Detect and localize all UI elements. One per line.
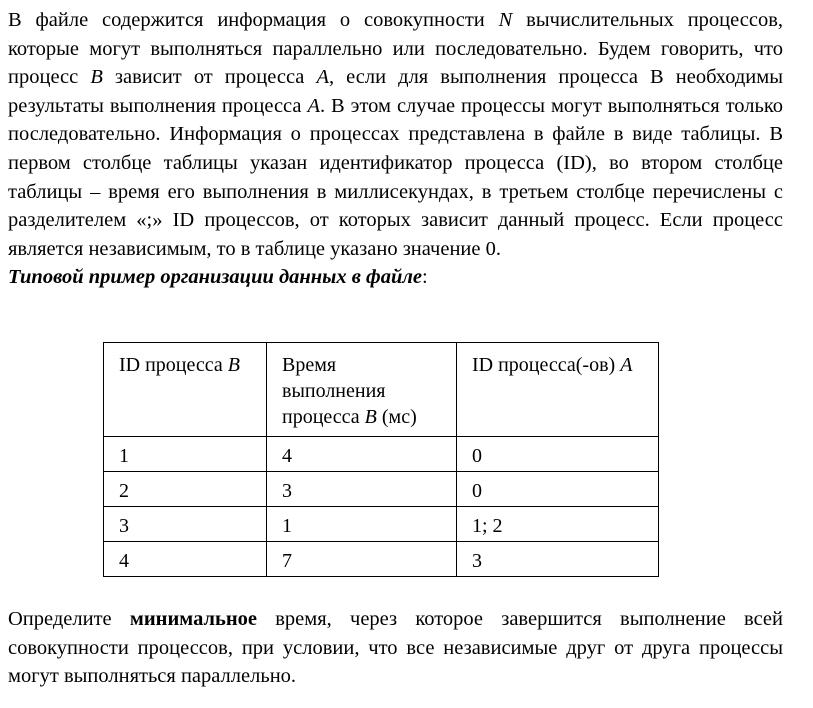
process-table — [103, 342, 659, 577]
cell-deps: 1; 2 — [457, 507, 659, 542]
cell-id: 3 — [104, 507, 267, 542]
cell-time: 3 — [267, 472, 457, 507]
intro-text-5: . В этом случае процессы могут выполняться только последовательно. Информация о процессах представлена в файле в виде таблицы. В первом столбце таблицы указан идентификатор процесса (ID), во втором столбце таблицы – время его выполнения в миллисекундах, в третьем столбце перечислены с разделителем «;» ID процессов, от которых зависит данный процесс. Если процесс является независимым, то в таблице указано значение 0. — [8, 94, 783, 260]
question-text-2: время, через которое завершится выполнение всей совокупности процессов, при условии, что все независимые друг от друга процессы могут выполняться параллельно. — [8, 608, 783, 688]
var-a: A — [316, 66, 329, 89]
question-emphasis: минимальное — [129, 608, 258, 630]
intro-text-1: В файле содержится информация о совокупности — [8, 9, 499, 31]
var-a-2: A — [307, 94, 320, 117]
cell-deps: 0 — [457, 437, 659, 472]
problem-document — [8, 6, 783, 292]
question-block — [8, 605, 783, 691]
caption-text: Типовой пример организации данных в файле — [8, 266, 423, 289]
table-caption — [8, 263, 783, 292]
cell-deps: 3 — [457, 542, 659, 577]
intro-text-2: вычислительных процессов, которые могут выполняться параллельно или последовательно. Будем говорить, что процесс — [8, 9, 783, 89]
table-row — [104, 437, 659, 472]
question-text-1: Определите — [8, 608, 130, 630]
cell-id: 4 — [104, 542, 267, 577]
intro-text-4: , если для выполнения процесса B необходимы результаты выполнения процесса — [8, 66, 784, 117]
cell-id: 1 — [104, 437, 267, 472]
cell-id: 2 — [104, 472, 267, 507]
var-n: N — [498, 9, 513, 31]
header-dependencies: ID процесса(-ов) A — [457, 343, 659, 437]
cell-time: 7 — [267, 542, 457, 577]
header-process-id: ID процесса B — [104, 343, 267, 437]
question-paragraph — [8, 605, 783, 691]
var-b: B — [90, 66, 103, 89]
table-row — [104, 542, 659, 577]
intro-text-3: зависит от процесса — [102, 66, 317, 89]
cell-deps: 0 — [457, 472, 659, 507]
table-header-row — [104, 343, 659, 437]
header-exec-time: Время выполнения процесса B (мс) — [267, 343, 457, 437]
caption-suffix: : — [422, 266, 428, 289]
cell-time: 1 — [267, 507, 457, 542]
table-row — [104, 507, 659, 542]
cell-time: 4 — [267, 437, 457, 472]
table-row — [104, 472, 659, 507]
intro-paragraph — [8, 6, 783, 263]
